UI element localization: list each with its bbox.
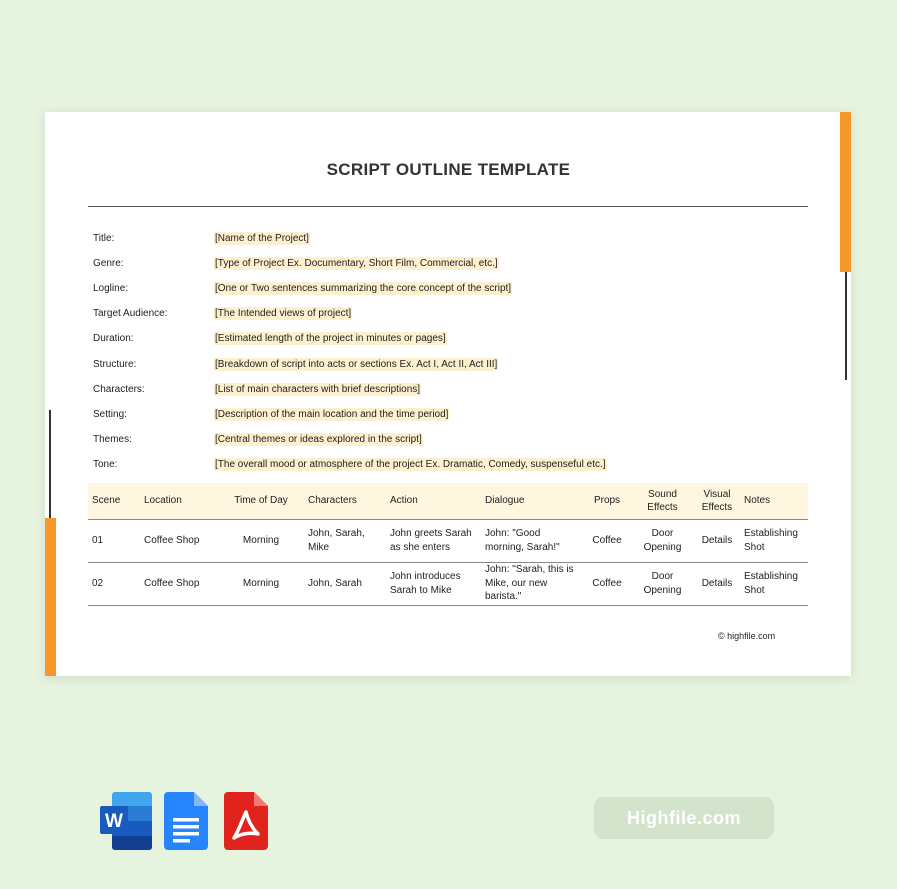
field-row-title: [93, 226, 808, 251]
svg-text:W: W: [105, 811, 123, 832]
cell-dialogue: John: "Sarah, this is Mike, our new barista.": [485, 564, 574, 603]
field-row-target-audience: [93, 301, 808, 326]
field-label: Target Audience:: [93, 308, 168, 320]
cell-scene: 02: [92, 577, 104, 589]
word-icon[interactable]: [98, 790, 154, 852]
document-title: SCRIPT OUTLINE TEMPLATE: [326, 160, 571, 179]
field-value: [The overall mood or atmosphere of the project Ex. Dramatic, Comedy, suspenseful etc.]: [215, 458, 606, 470]
cell-props: Coffee: [592, 577, 622, 589]
header-props: Props: [593, 495, 621, 507]
header-action: Action: [390, 495, 418, 507]
field-label: Genre:: [93, 258, 124, 270]
field-label: Setting:: [93, 408, 127, 420]
field-row-setting: [93, 402, 808, 427]
accent-bar-left: [45, 518, 56, 676]
header-visual-effects: Visual Effects: [701, 488, 733, 513]
field-row-genre: [93, 251, 808, 276]
header-characters: Characters: [308, 495, 357, 507]
divider-line-right: [845, 272, 847, 380]
cell-notes: Establishing Shot: [744, 528, 798, 553]
cell-location: Coffee Shop: [144, 534, 200, 546]
field-value: [Name of the Project]: [215, 233, 309, 245]
format-icons: [98, 790, 278, 852]
cell-dialogue: John: "Good morning, Sarah!": [485, 528, 560, 553]
field-row-logline: [93, 276, 808, 301]
field-value: [List of main characters with brief descriptions]: [215, 383, 421, 395]
header-scene: Scene: [92, 495, 121, 507]
copyright-text: © highfile.com: [718, 631, 776, 641]
cell-action: John introduces Sarah to Mike: [390, 571, 461, 596]
field-row-themes: [93, 427, 808, 452]
cell-action: John greets Sarah as she enters: [390, 528, 472, 553]
field-label: Characters:: [93, 383, 145, 395]
cell-visual-effects: Details: [701, 577, 733, 589]
field-row-characters: [93, 377, 808, 402]
cell-props: Coffee: [592, 534, 622, 546]
cell-location: Coffee Shop: [144, 577, 200, 589]
field-row-structure: [93, 351, 808, 376]
field-row-duration: [93, 326, 808, 351]
header-dialogue: Dialogue: [485, 495, 525, 507]
cell-time-of-day: Morning: [242, 534, 280, 546]
cell-notes: Establishing Shot: [744, 571, 798, 596]
cell-characters: John, Sarah, Mike: [308, 528, 365, 553]
scene-table: [88, 483, 808, 606]
field-label: Logline:: [93, 283, 129, 295]
field-list: [93, 226, 808, 477]
accent-bar-right: [840, 112, 851, 272]
field-row-tone: [93, 452, 808, 477]
field-value: [The Intended views of project]: [215, 308, 352, 320]
google-docs-icon[interactable]: [158, 790, 214, 852]
field-label: Tone:: [93, 458, 118, 470]
field-value: [Estimated length of the project in minutes or pages]: [215, 333, 446, 345]
title-rule: [88, 206, 808, 207]
field-value: [Description of the main location and the time period]: [215, 408, 449, 420]
highfile-brand-button[interactable]: Highfile.com: [594, 797, 774, 839]
table-row: [88, 562, 808, 605]
field-value: [Breakdown of script into acts or sections Ex. Act I, Act II, Act III]: [215, 358, 498, 370]
field-label: Duration:: [93, 333, 134, 345]
table-header-row: [88, 483, 808, 519]
cell-scene: 01: [92, 534, 104, 546]
cell-sound-effects: Door Opening: [643, 571, 682, 596]
header-time-of-day: Time of Day: [234, 495, 288, 507]
field-label: Structure:: [93, 358, 137, 370]
field-value: [Central themes or ideas explored in the script]: [215, 433, 422, 445]
header-sound-effects: Sound Effects: [647, 488, 678, 513]
field-value: [One or Two sentences summarizing the core concept of the script]: [215, 283, 512, 295]
cell-time-of-day: Morning: [242, 577, 280, 589]
header-notes: Notes: [744, 495, 771, 507]
cell-sound-effects: Door Opening: [643, 528, 682, 553]
table-row: [88, 519, 808, 562]
field-value: [Type of Project Ex. Documentary, Short Film, Commercial, etc.]: [215, 258, 498, 270]
header-location: Location: [144, 495, 182, 507]
field-label: Themes:: [93, 433, 132, 445]
field-label: Title:: [93, 233, 115, 245]
pdf-icon[interactable]: [218, 790, 274, 852]
cell-visual-effects: Details: [701, 534, 733, 546]
cell-characters: John, Sarah: [308, 577, 362, 589]
divider-line-left: [49, 410, 51, 518]
